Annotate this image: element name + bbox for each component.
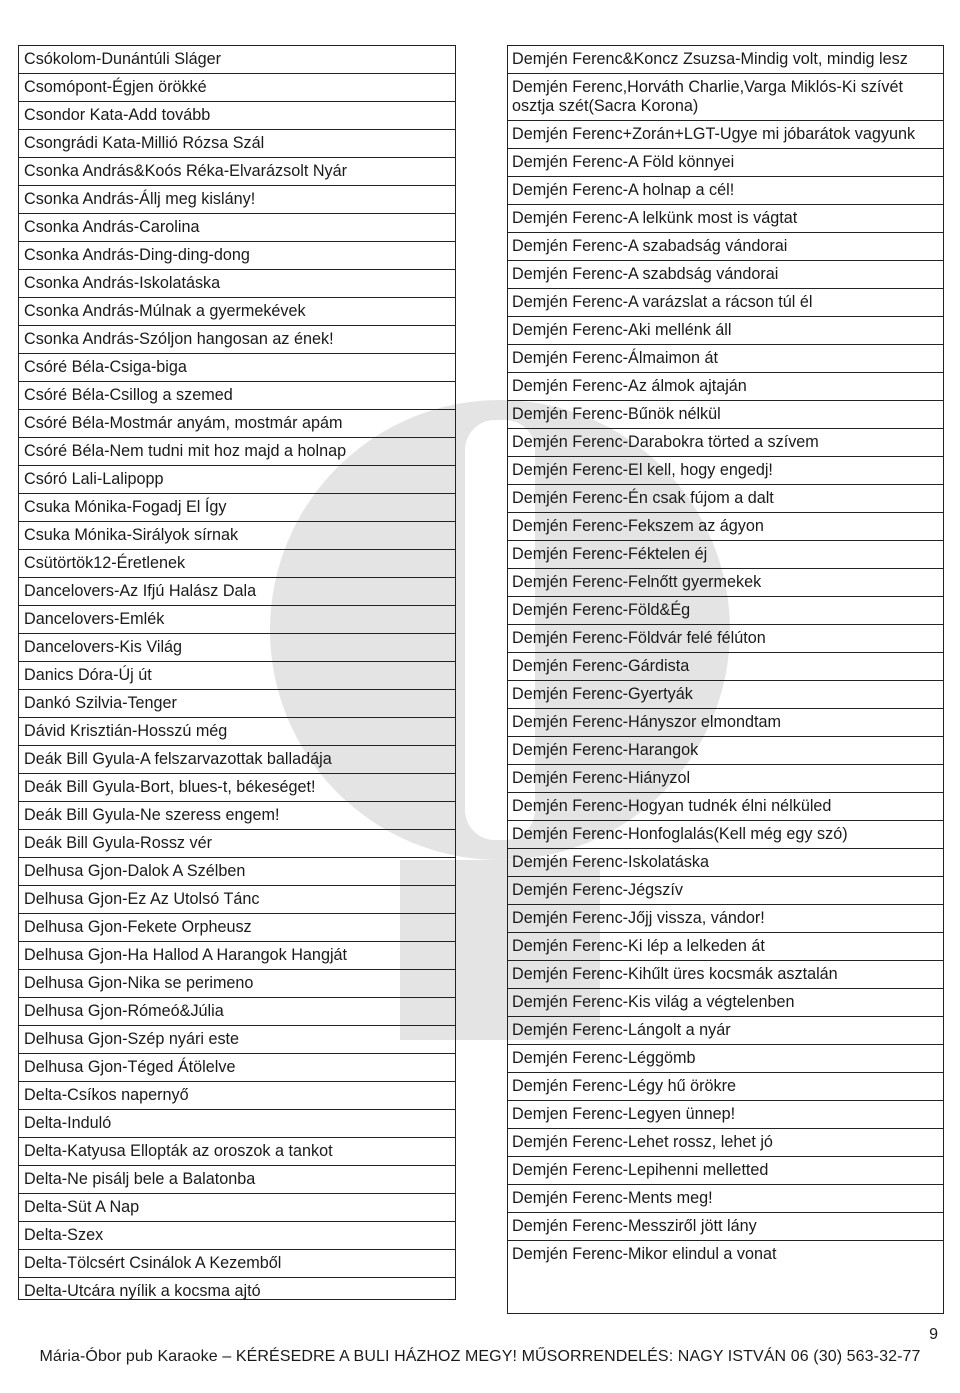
list-item: Demjén Ferenc-Földvár felé félúton <box>508 625 943 653</box>
list-item: Demjén Ferenc-Darabokra törted a szívem <box>508 429 943 457</box>
list-item: Demjén Ferenc-Az álmok ajtaján <box>508 373 943 401</box>
list-item: Csongrádi Kata-Millió Rózsa Szál <box>19 130 455 158</box>
left-song-items <box>19 46 455 1305</box>
list-item: Demjén Ferenc,Horváth Charlie,Varga Miklós-Ki szívét osztja szét(Sacra Korona) <box>508 74 943 121</box>
list-item: Csonka András&Koós Réka-Elvarázsolt Nyár <box>19 158 455 186</box>
list-item: Csonka András-Múlnak a gyermekévek <box>19 298 455 326</box>
list-item: Demjén Ferenc-A szabdság vándorai <box>508 261 943 289</box>
list-item: Csókolom-Dunántúli Sláger <box>19 46 455 74</box>
list-item: Demjén Ferenc-Lehet rossz, lehet jó <box>508 1129 943 1157</box>
list-item: Demjén Ferenc-El kell, hogy engedj! <box>508 457 943 485</box>
list-item: Demjén Ferenc+Zorán+LGT-Ugye mi jóbarátok vagyunk <box>508 121 943 149</box>
list-item: Dancelovers-Kis Világ <box>19 634 455 662</box>
list-item: Delhusa Gjon-Fekete Orpheusz <box>19 914 455 942</box>
list-item: Csóré Béla-Csiga-biga <box>19 354 455 382</box>
list-item: Demjén Ferenc-A lelkünk most is vágtat <box>508 205 943 233</box>
list-item: Demjén Ferenc-Honfoglalás(Kell még egy szó) <box>508 821 943 849</box>
list-item: Demjén Ferenc-Kihűlt üres kocsmák asztalán <box>508 961 943 989</box>
list-item: Demjén Ferenc-Bűnök nélkül <box>508 401 943 429</box>
list-item: Deák Bill Gyula-A felszarvazottak balladája <box>19 746 455 774</box>
list-item: Delhusa Gjon-Dalok A Szélben <box>19 858 455 886</box>
list-item: Demjén Ferenc-Messziről jött lány <box>508 1213 943 1241</box>
list-item: Delhusa Gjon-Téged Átölelve <box>19 1054 455 1082</box>
list-item: Deák Bill Gyula-Ne szeress engem! <box>19 802 455 830</box>
list-item: Dankó Szilvia-Tenger <box>19 690 455 718</box>
list-item: Demjén Ferenc-Föld&Ég <box>508 597 943 625</box>
list-item: Demjén Ferenc-Kis világ a végtelenben <box>508 989 943 1017</box>
list-item: Demjén Ferenc-Gyertyák <box>508 681 943 709</box>
list-item: Demjén Ferenc-Harangok <box>508 737 943 765</box>
right-song-items <box>508 46 943 1268</box>
list-item: Delhusa Gjon-Ha Hallod A Harangok Hangját <box>19 942 455 970</box>
list-item: Csondor Kata-Add tovább <box>19 102 455 130</box>
list-item: Demjén Ferenc-A Föld könnyei <box>508 149 943 177</box>
list-item: Dancelovers-Emlék <box>19 606 455 634</box>
list-item: Csóré Béla-Mostmár anyám, mostmár apám <box>19 410 455 438</box>
list-item: Demjén Ferenc-Hiányzol <box>508 765 943 793</box>
list-item: Delta-Csíkos napernyő <box>19 1082 455 1110</box>
song-list-left <box>18 45 456 1300</box>
list-item: Delhusa Gjon-Szép nyári este <box>19 1026 455 1054</box>
list-item: Deák Bill Gyula-Bort, blues-t, békeséget! <box>19 774 455 802</box>
list-item: Csuka Mónika-Fogadj El Így <box>19 494 455 522</box>
list-item: Delta-Utcára nyílik a kocsma ajtó <box>24 1282 261 1300</box>
list-item: Csonka András-Iskolatáska <box>19 270 455 298</box>
list-item: Csütörtök12-Éretlenek <box>19 550 455 578</box>
list-item: Delta-Süt A Nap <box>19 1194 455 1222</box>
list-item: Delhusa Gjon-Rómeó&Júlia <box>19 998 455 1026</box>
list-item: Dancelovers-Az Ifjú Halász Dala <box>19 578 455 606</box>
footer-text: Mária-Óbor pub Karaoke – KÉRÉSEDRE A BULI HÁZHOZ MEGY! MŰSORRENDELÉS: NAGY ISTVÁN 06 (30) 563-32-77 <box>39 1348 921 1365</box>
list-item: Demjén Ferenc-Lepihenni melletted <box>508 1157 943 1185</box>
list-item: Demjén Ferenc-Gárdista <box>508 653 943 681</box>
list-item: Demjén Ferenc-A varázslat a rácson túl él <box>508 289 943 317</box>
list-item: Demjén Ferenc-Én csak fújom a dalt <box>508 485 943 513</box>
list-item: Csóré Béla-Nem tudni mit hoz majd a holnap <box>19 438 455 466</box>
list-item: Delta-Katyusa Ellopták az oroszok a tankot <box>19 1138 455 1166</box>
list-item: Demjén Ferenc-A szabadság vándorai <box>508 233 943 261</box>
list-item: Demjén Ferenc-Lángolt a nyár <box>508 1017 943 1045</box>
list-item: Demjén Ferenc-Féktelen éj <box>508 541 943 569</box>
list-item: Csóré Béla-Csillog a szemed <box>19 382 455 410</box>
list-item: Demjén Ferenc-Léggömb <box>508 1045 943 1073</box>
song-list-right <box>507 45 944 1314</box>
list-item: Demjén Ferenc-Jégszív <box>508 877 943 905</box>
list-item: Demjen Ferenc-Legyen ünnep! <box>508 1101 943 1129</box>
list-item: Demjén Ferenc-Ments meg! <box>508 1185 943 1213</box>
list-item: Csóró Lali-Lalipopp <box>19 466 455 494</box>
list-item: Deák Bill Gyula-Rossz vér <box>19 830 455 858</box>
list-item: Delta-Induló <box>19 1110 455 1138</box>
list-item: Delhusa Gjon-Ez Az Utolsó Tánc <box>19 886 455 914</box>
list-item: Csonka András-Ding-ding-dong <box>19 242 455 270</box>
list-item: Csuka Mónika-Sirályok sírnak <box>19 522 455 550</box>
list-item: Delta-Ne pisálj bele a Balatonba <box>19 1166 455 1194</box>
list-item: Demjén Ferenc-Hányszor elmondtam <box>508 709 943 737</box>
page-number: 9 <box>929 1326 938 1343</box>
list-item: Danics Dóra-Új út <box>19 662 455 690</box>
list-item: Csonka András-Szóljon hangosan az ének! <box>19 326 455 354</box>
list-item: Demjén Ferenc-Iskolatáska <box>508 849 943 877</box>
list-item: Demjén Ferenc-Mikor elindul a vonat <box>512 1245 777 1263</box>
list-item: Dávid Krisztián-Hosszú még <box>19 718 455 746</box>
list-item: Delta-Szex <box>19 1222 455 1250</box>
list-item: Demjén Ferenc-Fekszem az ágyon <box>508 513 943 541</box>
list-item: Demjén Ferenc-Aki mellénk áll <box>508 317 943 345</box>
list-item: Delta-Tölcsért Csinálok A Kezemből <box>19 1250 455 1278</box>
list-item: Csonka András-Állj meg kislány! <box>19 186 455 214</box>
list-item: Demjén Ferenc-A holnap a cél! <box>508 177 943 205</box>
list-item: Delhusa Gjon-Nika se perimeno <box>19 970 455 998</box>
list-item: Demjén Ferenc-Hogyan tudnék élni nélküled <box>508 793 943 821</box>
list-item: Demjén Ferenc-Jőjj vissza, vándor! <box>508 905 943 933</box>
list-item: Csomópont-Égjen örökké <box>19 74 455 102</box>
list-item: Demjén Ferenc-Légy hű örökre <box>508 1073 943 1101</box>
list-item: Demjén Ferenc-Ki lép a lelkeden át <box>508 933 943 961</box>
list-item: Demjén Ferenc-Álmaimon át <box>508 345 943 373</box>
list-item: Csonka András-Carolina <box>19 214 455 242</box>
list-item: Demjén Ferenc&Koncz Zsuzsa-Mindig volt, mindig lesz <box>508 46 943 74</box>
list-item: Demjén Ferenc-Felnőtt gyermekek <box>508 569 943 597</box>
